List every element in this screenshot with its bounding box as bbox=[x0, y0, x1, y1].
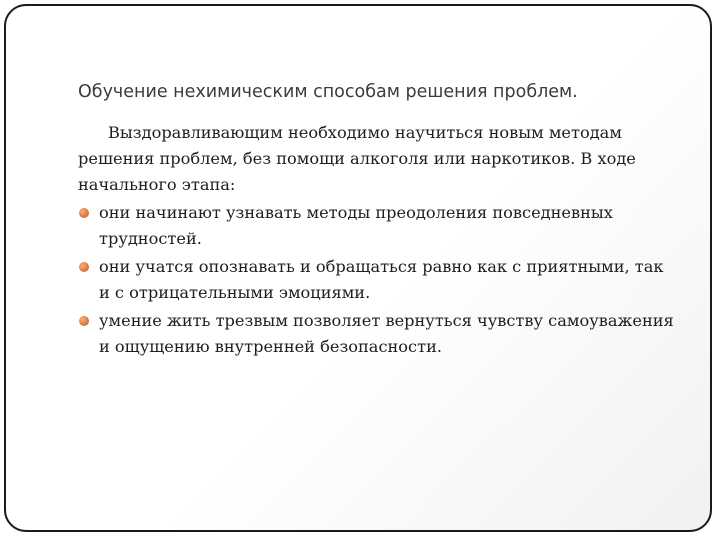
slide-body bbox=[78, 120, 678, 362]
bullet-text: они учатся опознавать и обращаться равно как с приятными, так и с отрицательными эмоциями. bbox=[99, 257, 664, 302]
orange-dot-bullet-icon bbox=[79, 208, 89, 218]
bullet-text: они начинают узнавать методы преодоления повседневных трудностей. bbox=[99, 203, 613, 248]
slide-title: Обучение нехимическим способам решения проблем. bbox=[78, 82, 578, 102]
bullet-item bbox=[78, 200, 678, 252]
bullet-item bbox=[78, 308, 678, 360]
bullet-text: умение жить трезвым позволяет вернуться чувству самоуважения и ощущению внутренней безопасности. bbox=[99, 311, 674, 356]
orange-dot-bullet-icon bbox=[79, 316, 89, 326]
intro-paragraph: Выздоравливающим необходимо научиться новым методам решения проблем, без помощи алкоголя или наркотиков. В ходе начального этапа: bbox=[78, 123, 636, 194]
orange-dot-bullet-icon bbox=[79, 262, 89, 272]
bullet-list bbox=[78, 200, 678, 360]
bullet-item bbox=[78, 254, 678, 306]
